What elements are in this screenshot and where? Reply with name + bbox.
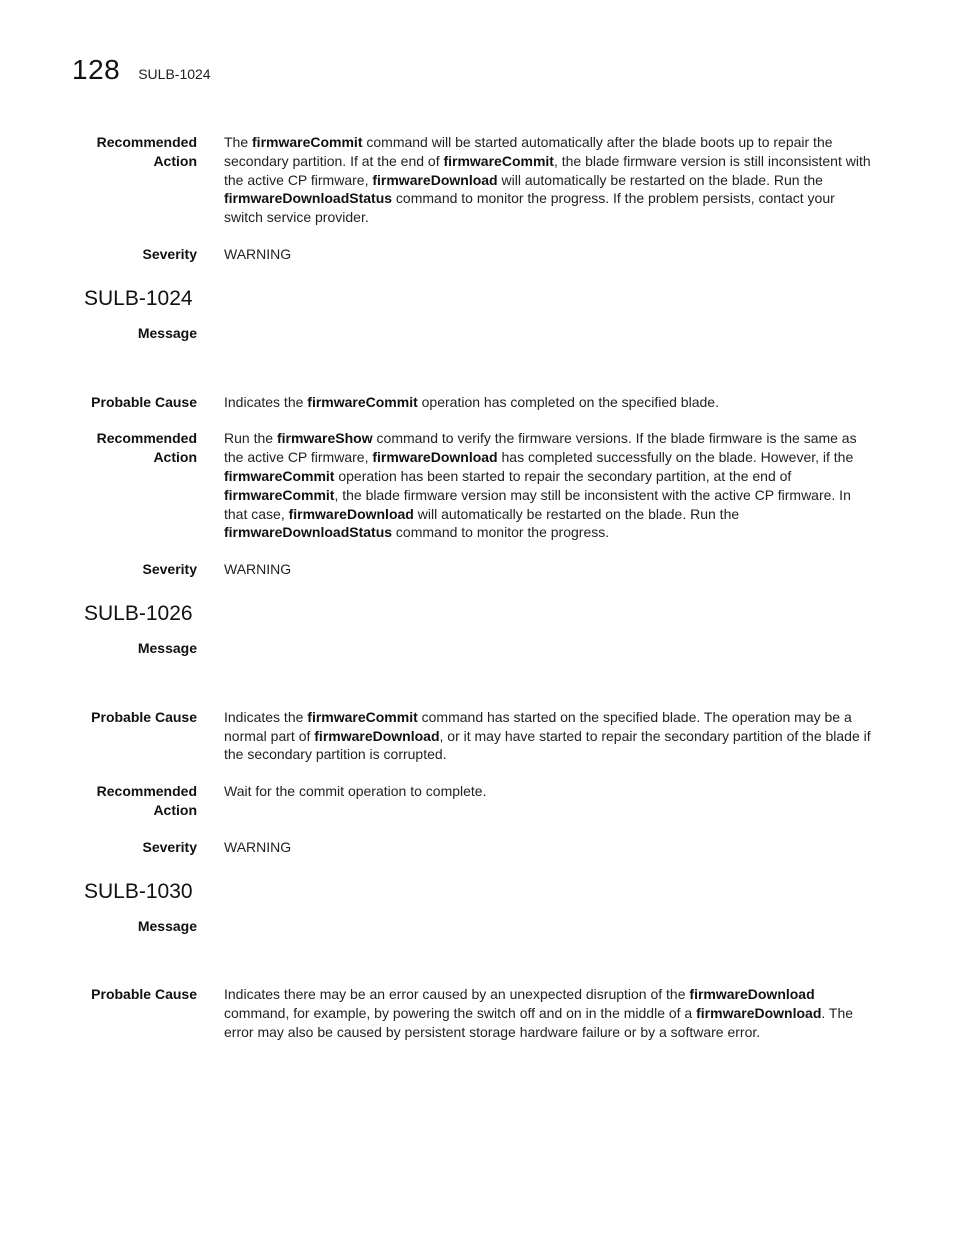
severity-field <box>84 560 874 579</box>
document-body <box>84 133 874 1042</box>
command-name: firmwareShow <box>276 430 373 447</box>
message-label: Message <box>137 639 197 656</box>
command-name: firmwareCommit <box>307 393 418 410</box>
message-label: Message <box>137 324 197 341</box>
severity-value: WARNING <box>224 838 292 855</box>
probable-cause-field <box>84 985 874 1041</box>
command-name: firmwareDownload <box>372 449 498 466</box>
command-name: firmwareCommit <box>224 486 335 503</box>
command-name: firmwareCommit <box>224 467 335 484</box>
severity-value: WARNING <box>224 561 292 578</box>
message-field <box>84 917 874 936</box>
command-name: firmwareCommit <box>252 134 363 150</box>
recommended-action-text: Run the firmwareShow command to verify the firmware versions. If the blade firmware is the same as the active CP firmware, firmwareDownload has completed successfully on the blade. However, if the firmwareCommit operation has been started to repair the secondary partition, at the end of firmwareCommit, the blade firmware version may still be inconsistent with the active CP firmware. In that case, firmwareDownload will automatically be restarted on the blade. Run the firmwareDownloadStatus command to monitor the progress. <box>224 430 857 541</box>
section-heading: SULB-1030 <box>84 879 193 903</box>
probable-cause-text: Indicates the firmwareCommit operation has completed on the specified blade. <box>224 393 719 410</box>
probable-cause-label: Probable Cause <box>91 393 197 410</box>
recommended-action-text: The firmwareCommit command will be started automatically after the blade boots up to repair the secondary partition. If at the end of firmwareCommit, the blade firmware version is still inconsistent with the active CP firmware, firmwareDownload will automatically be restarted on the blade. Run the firmwareDownloadStatus command to monitor the progress. If the problem persists, contact your switch service provider. <box>224 134 871 226</box>
recommended-action-text: Wait for the commit operation to complete. <box>224 783 487 800</box>
severity-value: WARNING <box>224 245 292 262</box>
message-text <box>224 639 874 658</box>
probable-cause-label: Probable Cause <box>91 986 197 1003</box>
severity-label: Severity <box>142 561 197 578</box>
command-name: firmwareCommit <box>307 708 418 725</box>
message-text <box>224 324 874 343</box>
probable-cause-text: Indicates there may be an error caused by an unexpected disruption of the firmwareDownload command, for example, by powering the switch off and on in the middle of a firmwareDownload. The error may also be caused by persistent storage hardware failure or by a software error. <box>224 986 854 1040</box>
recommended-action-field <box>84 429 874 542</box>
recommended-action-label: Recommended Action <box>96 430 197 466</box>
command-name: firmwareDownloadStatus <box>224 190 393 207</box>
command-name: firmwareDownload <box>696 1005 822 1022</box>
severity-field <box>84 245 874 264</box>
severity-label: Severity <box>142 245 197 262</box>
command-name: firmwareDownload <box>372 171 498 188</box>
severity-label: Severity <box>142 838 197 855</box>
page-number: 128 <box>72 54 121 85</box>
probable-cause-label: Probable Cause <box>91 708 197 725</box>
command-name: firmwareDownloadStatus <box>224 524 393 541</box>
command-name: firmwareDownload <box>314 727 440 744</box>
command-name: firmwareDownload <box>288 505 414 522</box>
recommended-action-label: Recommended Action <box>96 783 197 818</box>
command-name: firmwareCommit <box>443 152 554 169</box>
message-label: Message <box>137 917 197 934</box>
probable-cause-text: Indicates the firmwareCommit command has started on the specified blade. The operation may be a normal part of firmwareDownload, or it may have started to repair the secondary partition of the blade if the secondary partition is corrupted. <box>224 708 871 763</box>
page-header <box>72 54 211 86</box>
message-field <box>84 639 874 658</box>
recommended-action-field <box>84 782 874 820</box>
running-title: SULB-1024 <box>138 66 211 82</box>
recommended-action-field <box>84 133 874 227</box>
message-text <box>224 917 874 936</box>
command-name: firmwareDownload <box>689 986 815 1003</box>
probable-cause-field <box>84 393 874 412</box>
message-field <box>84 324 874 343</box>
section-heading: SULB-1026 <box>84 601 193 625</box>
section-heading: SULB-1024 <box>84 286 193 310</box>
probable-cause-field <box>84 708 874 764</box>
recommended-action-label: Recommended Action <box>96 134 197 169</box>
severity-field <box>84 838 874 857</box>
